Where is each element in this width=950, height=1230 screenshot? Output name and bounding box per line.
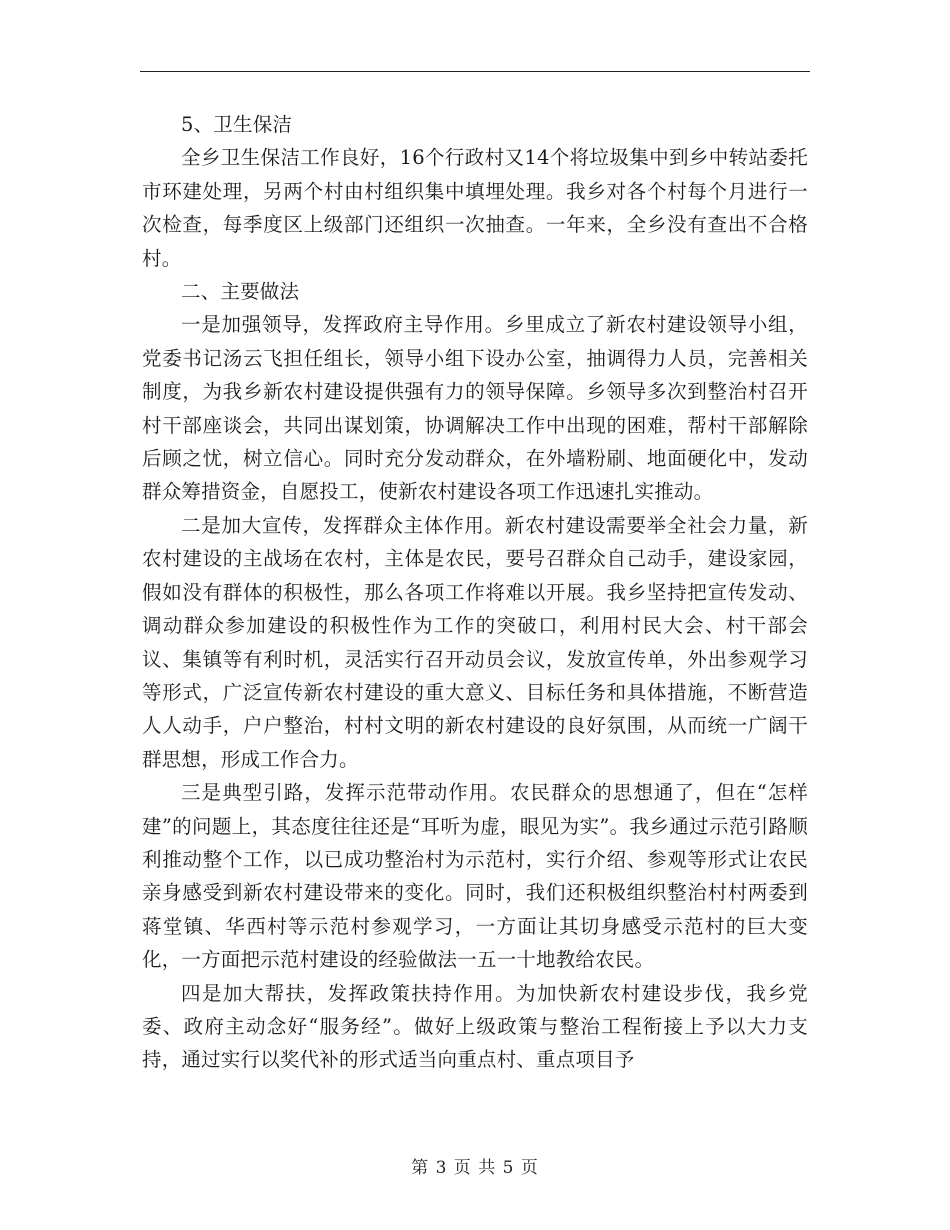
- section-heading-hygiene: 5、卫生保洁: [181, 113, 293, 136]
- page-number: 第 3 页 共 5 页: [411, 1158, 539, 1178]
- paragraph-hygiene: 全乡卫生保洁工作良好，16个行政村又14个将垃圾集中到乡中转站委托市环建处理，另两个村由村组织集中填埋处理。我乡对各个村每个月进行一次检查，每季度区上级部门还组织一次抽查。一年来，全乡没有查出不合格村。: [142, 146, 808, 270]
- paragraph-demonstration: 三是典型引路，发挥示范带动作用。农民群众的思想通了，但在“怎样建”的问题上，其态度往往还是“耳听为虚，眼见为实”。我乡通过示范引路顺利推动整个工作，以已成功整治村为示范村，实行介绍、参观等形式让农民亲身感受到新农村建设带来的变化。同时，我们还积极组织整治村村两委到蒋堂镇、华西村等示范村参观学习，一方面让其切身感受示范村的巨大变化，一方面把示范村建设的经验做法一五一十地教给农民。: [142, 781, 808, 972]
- document-body: [142, 108, 808, 1077]
- header-rule: [140, 71, 810, 72]
- section-heading-main-practices: 二、主要做法: [181, 280, 300, 304]
- paragraph-leadership: 一是加强领导，发挥政府主导作用。乡里成立了新农村建设领导小组，党委书记汤云飞担任组长，领导小组下设办公室，抽调得力人员，完善相关制度，为我乡新农村建设提供强有力的领导保障。乡领导多次到整治村召开村干部座谈会，共同出谋划策，协调解决工作中出现的困难，帮村干部解除后顾之忧，树立信心。同时充分发动群众，在外墙粉刷、地面硬化中，发动群众筹措资金，自愿投工，使新农村建设各项工作迅速扎实推动。: [142, 313, 808, 504]
- paragraph-publicity: 二是加大宣传，发挥群众主体作用。新农村建设需要举全社会力量，新农村建设的主战场在农村，主体是农民，要号召群众自己动手，建设家园，假如没有群体的积极性，那么各项工作将难以开展。我乡坚持把宣传发动、调动群众参加建设的积极性作为工作的突破口，利用村民大会、村干部会议、集镇等有利时机，灵活实行召开动员会议，发放宣传单，外出参观学习等形式，广泛宣传新农村建设的重大意义、目标任务和具体措施，不断营造人人动手，户户整治，村村文明的新农村建设的良好氛围，从而统一广阔干群思想，形成工作合力。: [142, 513, 808, 771]
- paragraph-support: 四是加大帮扶，发挥政策扶持作用。为加快新农村建设步伐，我乡党委、政府主动念好“服务经”。做好上级政策与整治工程衔接上予以大力支持，通过实行以奖代补的形式适当向重点村、重点项目予: [142, 981, 808, 1072]
